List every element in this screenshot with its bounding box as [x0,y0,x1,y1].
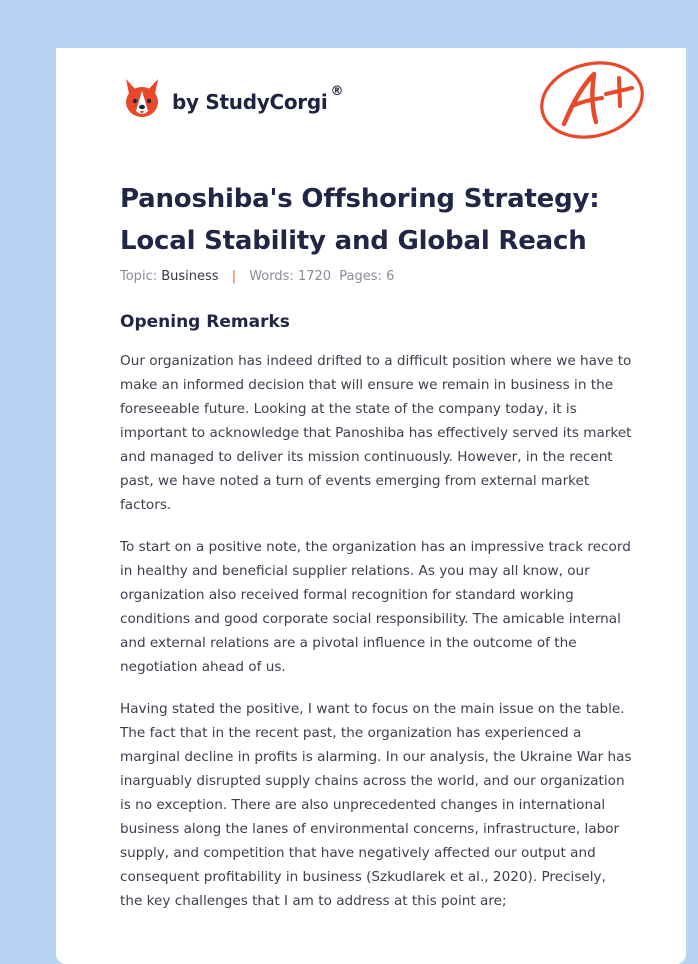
words-label: Words: [249,269,294,284]
meta-separator: | [231,269,237,284]
page-title [120,178,640,262]
paragraph: Our organization has indeed drifted to a difficult position where we have to make an informed decision that will ensure we remain in business in the foreseeable future. Looking at the state of the company today, it is important to acknowledge that Panoshiba has effectively served its market and managed to deliver its mission continuously. However, in the recent past, we have noted a turn of events emerging from external market factors. [120,353,632,513]
words-count: 1720 [297,269,332,284]
title-line-1: Panoshiba's Offshoring Strategy: [120,184,600,214]
pages-count: 6 [386,269,395,284]
registered-mark: ® [330,83,344,99]
pages-label: Pages: [339,269,382,284]
article-body [120,349,632,931]
section-heading: Opening Remarks [120,312,290,332]
a-plus-icon [534,56,652,146]
topic-link[interactable]: Business [161,269,219,284]
topic-label: Topic: [120,269,158,284]
paragraph: Having stated the positive, I want to focus on the main issue on the table. The fact that in the recent past, the organization has experienced a marginal decline in profits is alarming. In our analysis, the Ukraine War has inarguably disrupted supply chains across the world, and our organization is no exception. There are also unprecedented changes in international business along the lanes of environmental concerns, infrastructure, labor supply, and competition that have negatively affected our output and consequent profitability in business (Szkudlarek et al., 2020). Precisely, the key challenges that I am to address at this point are; [120,701,632,909]
brand-name: by StudyCorgi [172,90,328,114]
paragraph: To start on a positive note, the organization has an impressive track record in healthy and beneficial supplier relations. As you may all know, our organization also received formal recognition for standard working conditions and good corporate social responsibility. The amicable internal and external relations are a pivotal influence in the outcome of the negotiation ahead of us. [120,539,631,675]
corgi-icon [122,77,162,121]
article-meta [120,269,394,284]
studycorgi-brand[interactable] [122,76,343,122]
document-page [56,48,686,964]
title-line-2: Local Stability and Global Reach [120,226,587,256]
